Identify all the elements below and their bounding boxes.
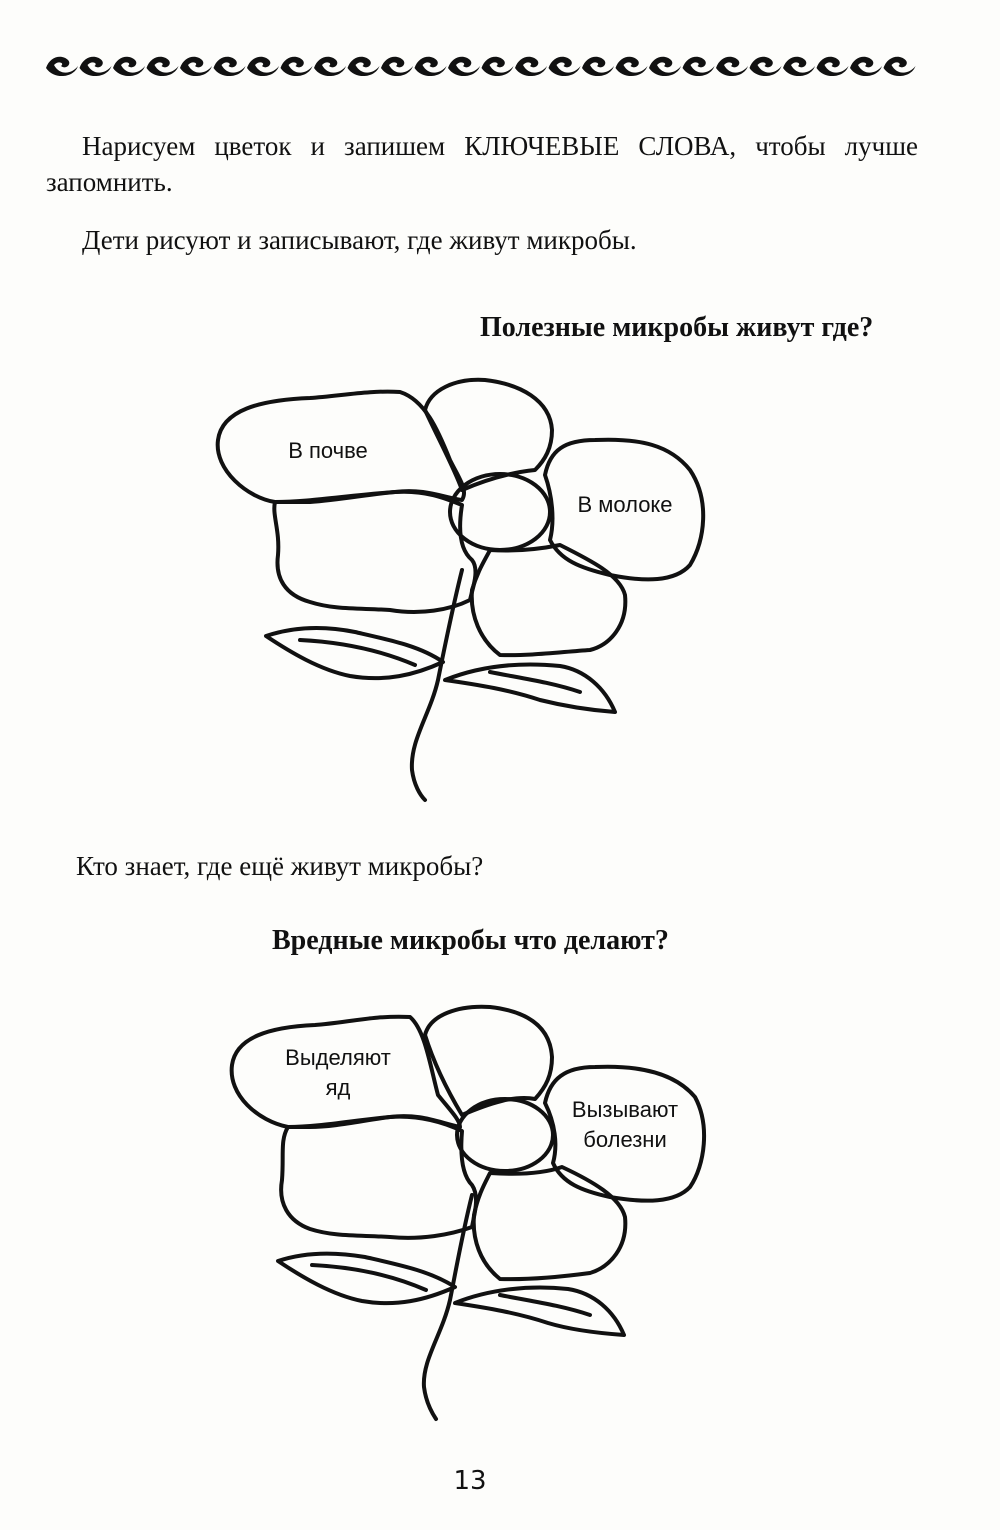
leaf-right xyxy=(455,1288,624,1335)
petal-bottom-left xyxy=(281,1117,476,1238)
page-number: 13 xyxy=(453,1466,487,1496)
ornament-wave xyxy=(247,57,279,76)
instruction-paragraph: Дети рисуют и записывают, где живут микробы. xyxy=(82,225,637,255)
ornament-wave xyxy=(214,57,246,76)
ornament-wave xyxy=(515,57,547,76)
ornament-wave xyxy=(314,57,346,76)
ornament-wave xyxy=(850,57,882,76)
ornament-wave xyxy=(616,57,648,76)
ornament-wave xyxy=(750,57,782,76)
stem xyxy=(424,1195,472,1419)
ornament-wave xyxy=(683,57,715,76)
ornament-wave xyxy=(415,57,447,76)
petal-bottom-right xyxy=(474,1167,626,1279)
ornament-wave xyxy=(180,57,212,76)
flower-center xyxy=(457,1099,553,1171)
petal-label-left-line-2: яд xyxy=(325,1075,351,1100)
ornament-wave xyxy=(381,57,413,76)
stem xyxy=(412,570,462,800)
ornament-wave xyxy=(783,57,815,76)
ornament-wave xyxy=(817,57,849,76)
ornament-wave xyxy=(549,57,581,76)
ornament-wave xyxy=(348,57,380,76)
flower-diagram-harmful-microbes xyxy=(210,995,730,1425)
ornament-wave xyxy=(448,57,480,76)
ornament-wave xyxy=(716,57,748,76)
petal-label-right-line-1: Вызывают xyxy=(571,1097,679,1122)
petal-label-left-line-1: Выделяют xyxy=(285,1045,391,1070)
leaf-right xyxy=(445,665,615,712)
flower-center xyxy=(450,474,550,550)
petal-label-right: В молоке xyxy=(577,492,673,517)
intro-paragraph: Нарисуем цветок и запишем КЛЮЧЕВЫЕ СЛОВА, чтобы лучше запомнить. xyxy=(46,131,918,197)
flower-2-heading: Вредные микробы что делают? xyxy=(272,925,669,956)
ornamental-border xyxy=(44,50,920,80)
ornament-wave xyxy=(884,57,916,76)
question-paragraph: Кто знает, где ещё живут микробы? xyxy=(76,851,484,881)
ornament-wave xyxy=(80,57,112,76)
petal-bottom-right xyxy=(472,545,626,655)
leaf-left xyxy=(278,1254,455,1304)
ornament-wave xyxy=(482,57,514,76)
ornament-wave xyxy=(46,57,78,76)
ornament-wave xyxy=(113,57,145,76)
petal-top xyxy=(425,1007,552,1115)
petal-bottom-left xyxy=(274,492,475,612)
ornament-wave xyxy=(582,57,614,76)
ornament-wave xyxy=(281,57,313,76)
petal-label-right-line-2: болезни xyxy=(583,1127,667,1152)
petal-label-left: В почве xyxy=(288,438,368,463)
flower-diagram-useful-microbes xyxy=(200,370,720,810)
leaf-left xyxy=(266,628,443,678)
ornament-wave xyxy=(649,57,681,76)
ornament-wave xyxy=(147,57,179,76)
flower-1-heading: Полезные микробы живут где? xyxy=(480,312,874,343)
